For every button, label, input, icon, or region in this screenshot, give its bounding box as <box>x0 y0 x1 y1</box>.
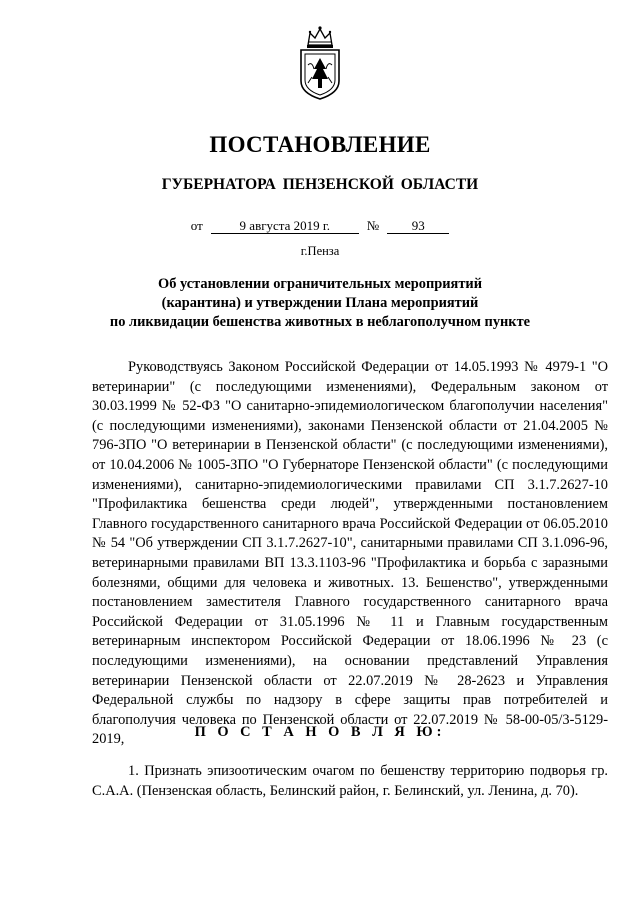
subject-line: по ликвидации бешенства животных в неблагополучном пункте <box>109 314 531 330</box>
date-number-line <box>0 218 640 234</box>
coat-of-arms-icon <box>296 25 344 101</box>
document-title: ПОСТАНОВЛЕНИЕ <box>209 132 431 157</box>
preamble-paragraph: Руководствуясь Законом Российской Федерации от 14.05.1993 № 4979-1 "О ветеринарии" (с последующими изменениями), Федеральным законом от 30.03.1999 № 52-ФЗ "О санитарно-эпидемиологическом благополучии населения" (с последующими изменениями), законами Пензенской области от 21.04.2005 № 796-ЗПО "О ветеринарии в Пензенской области" (с последующими изменениями), от 10.04.2006 № 1005-ЗПО "О Губернаторе Пензенской области" (с последующими изменениями), санитарно-эпидемиологическими правилами СП 3.1.7.2627-10 "Профилактика бешенства среди людей", утвержденными постановлением Главного государственного санитарного врача Российской Федерации от 06.05.2010 № 54 "Об утверждении СП 3.1.7.2627-10", санитарными правилами СП 3.1.096-96, ветеринарными правилами ВП 13.3.1103-96 "Профилактика и борьба с заразными болезнями, общими для человека и животных. 13. Бешенство", утвержденными постановлением заместителя Главного государственного санитарного врача Российской Федерации от 31.05.1996 № 11 и Главным государственным ветеринарным инспектором Российской Федерации от 18.06.1996 № 23 (с последующими изменениями), на основании представлений Управления ветеринарии Пензенской области от 22.07.2019 № 28-2623 и Управления Федеральной службы по надзору в сфере защиты прав потребителей и благополучия человека по Пензенской области от 22.07.2019 № 58-00-05/3-5129-2019, <box>92 359 608 748</box>
document-number: 93 <box>387 219 449 234</box>
date-prefix: от <box>190 218 203 233</box>
document-date: 9 августа 2019 г. <box>211 219 359 234</box>
document-subject <box>60 275 580 332</box>
resolution-item: 1. Признать эпизоотическим очагом по бешенству территорию подворья гр. С.А.А. (Пензенская область, Белинский район, г. Белинский, ул. Ленина, д. 70). <box>92 763 608 799</box>
number-label: № <box>366 218 380 233</box>
subject-line: Об установлении ограничительных мероприятий <box>158 276 482 292</box>
document-place: г.Пенза <box>300 244 340 258</box>
issuing-authority: ГУБЕРНАТОРА ПЕНЗЕНСКОЙ ОБЛАСТИ <box>161 176 479 193</box>
resolve-heading: П О С Т А Н О В Л Я Ю: <box>194 724 446 740</box>
subject-line: (карантина) и утверждении Плана мероприятий <box>161 295 479 311</box>
